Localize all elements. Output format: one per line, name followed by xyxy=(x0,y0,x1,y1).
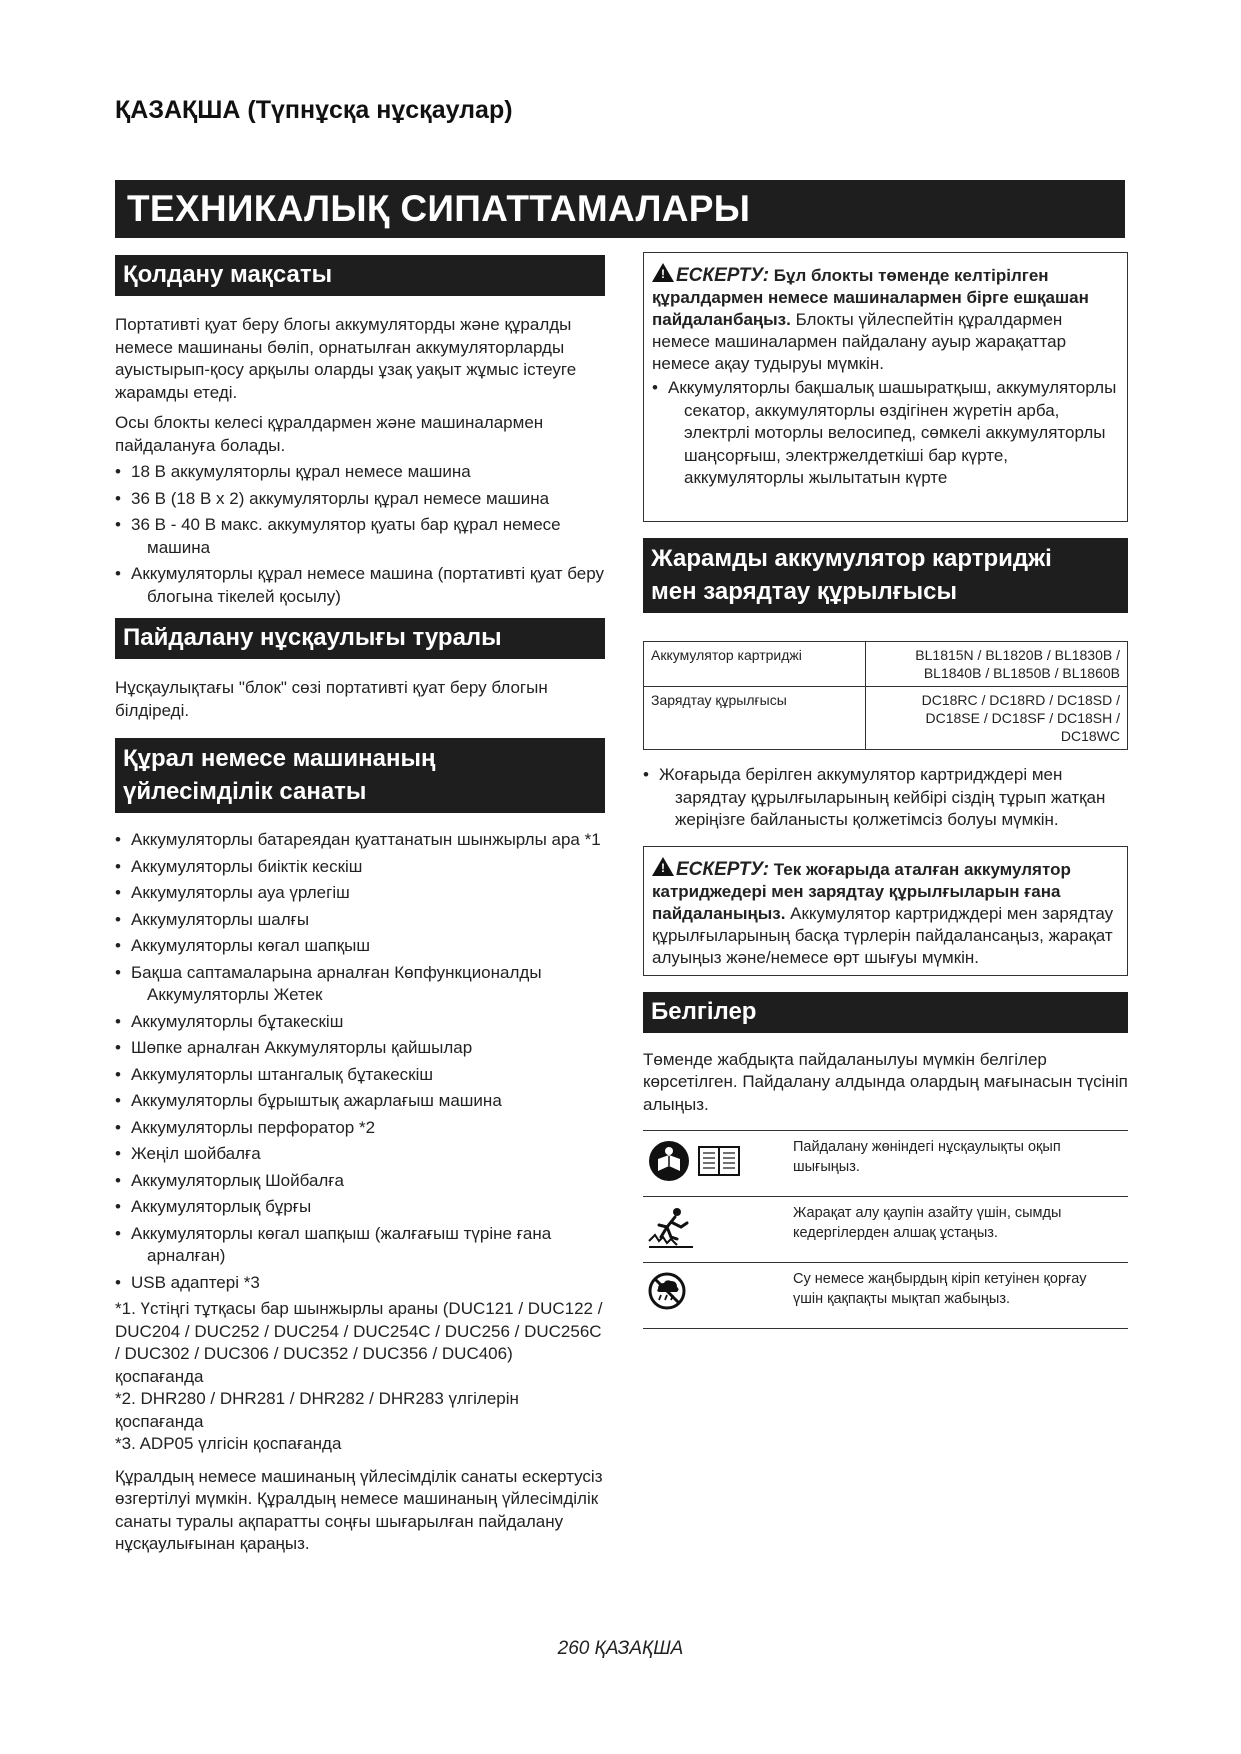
list-item: • Аккумуляторлы құрал немесе машина (портативті қуат беру блогына тікелей қосылу) xyxy=(115,563,605,608)
warning-body-text: Аккумулятор картридждері мен зарядтау құрылғыларының басқа түрлерін пайдалансаңыз, жарақат алуыңыз және/немесе өрт шығуы мүмкін. xyxy=(652,903,1114,967)
list-item: • Аккумуляторлы бақшалық шашыратқыш, аккумуляторлы секатор, аккумуляторлы өздігінен жүретін арба, электрлі моторлы велосипед, сөмкелі аккумуляторлы шаңсорғыш, электржелдеткіші бар күрте, аккумуляторлы жылытатын күрте xyxy=(652,377,1117,490)
heading-line: Құрал немесе машинаның xyxy=(123,745,436,772)
table-cell-key: Аккумулятор картриджі xyxy=(644,642,866,687)
warning-triangle-icon: ! xyxy=(652,857,674,876)
symbols-intro: Төменде жабдықта пайдаланылуы мүмкін белгілер көрсетілген. Пайдалану алдында олардың мағынасын түсініп алыңыз. xyxy=(643,1049,1128,1114)
table-row xyxy=(644,687,1128,750)
manual-paragraph: Нұсқаулықтағы "блок" сөзі портативті қуат беру блогын білдіреді. xyxy=(115,678,548,720)
list-item: • Аккумуляторлы биіктік кескіш xyxy=(115,856,605,879)
warning-triangle-icon: ! xyxy=(652,263,674,282)
list-item: • Шөпке арналған Аккумуляторлы қайшылар xyxy=(115,1037,605,1060)
right-column xyxy=(643,252,1128,1329)
warning-label: ЕСКЕРТУ: xyxy=(676,265,770,286)
warning-body-text: Блокты үйлеспейтін құралдармен немесе машиналармен пайдалану ауыр жарақаттар немесе ақау тудыруы мүмкін. xyxy=(652,310,1067,373)
symbol-row xyxy=(643,1131,1128,1197)
purpose-paragraph-2: Осы блокты келесі құралдармен және машиналармен пайдалануға болады. xyxy=(115,413,544,455)
warning-label: ЕСКЕРТУ: xyxy=(676,858,770,880)
list-item: • Аккумуляторлы ауа үрлегіш xyxy=(115,882,605,905)
read-manual-icon xyxy=(643,1131,793,1191)
warning-text xyxy=(652,263,1117,375)
list-item: • 18 В аккумуляторлы құрал немесе машина xyxy=(115,461,605,484)
page-footer: 260 ҚАЗАҚША xyxy=(557,1638,684,1659)
list-item: • 36 В - 40 В макс. аккумулятор қуаты бар құрал немесе машина xyxy=(115,514,605,559)
warning-bold-text: Тек жоғарыда аталған аккумулятор катриджедері мен зарядтау құрылғыларын ғана пайдаланыңыз. xyxy=(652,859,1071,923)
symbol-text: Жарақат алу қаупін азайту үшін, сымды кедергілерден алшақ ұстаңыз. xyxy=(793,1205,1062,1241)
table-row xyxy=(644,642,1128,687)
battery-note-list xyxy=(643,764,1128,832)
heading-line: үйлесімділік санаты xyxy=(123,778,367,805)
list-item: • Аккумуляторлы батареядан қуаттанатын шынжырлы ара *1 xyxy=(115,829,605,852)
list-item: • Бақша саптамаларына арналған Көпфункционалды Аккумуляторлы Жетек xyxy=(115,962,605,1007)
purpose-paragraph-1: Портативті қуат беру блогы аккумуляторды және құралды немесе машинаны бөліп, орнатылған аккумуляторларды ауыстырып-қосу арқылы оларды ұзақ уақыт жұмыс істеуге жарамды етеді. xyxy=(115,315,577,402)
trip-hazard-icon xyxy=(643,1197,793,1257)
section-heading-manual: Пайдалану нұсқаулығы туралы xyxy=(115,618,605,659)
symbol-row xyxy=(643,1263,1128,1329)
warning-bold-text: Бұл блокты төменде келтірілген құралдармен немесе машиналармен бірге ешқашан пайдаланбаңыз. xyxy=(652,266,1089,329)
section-heading-compatibility xyxy=(115,738,605,813)
battery-table xyxy=(643,641,1128,750)
section-heading-symbols: Белгілер xyxy=(643,992,1128,1033)
symbol-row xyxy=(643,1197,1128,1263)
table-cell-value: BL1815N / BL1820B / BL1830B / BL1840B / BL1850B / BL1860B xyxy=(866,642,1128,687)
list-item: • 36 В (18 В x 2) аккумуляторлы құрал немесе машина xyxy=(115,488,605,511)
list-item: • Жеңіл шойбалға xyxy=(115,1143,605,1166)
heading-line: мен зарядтау құрылғысы xyxy=(651,578,958,605)
list-item: • Аккумуляторлы көгал шапқыш xyxy=(115,935,605,958)
footnote-2: *2. DHR280 / DHR281 / DHR282 / DHR283 үлгілерін қоспағанда xyxy=(115,1389,519,1431)
table-cell-value: DC18RC / DC18RD / DC18SD / DC18SE / DC18SF / DC18SH / DC18WC xyxy=(866,687,1128,750)
warning-box-1 xyxy=(643,252,1128,522)
list-item: • Аккумуляторлы көгал шапқыш (жалғағыш түріне ғана арналған) xyxy=(115,1223,605,1268)
compatibility-paragraph: Құралдың немесе машинаның үйлесімділік санаты ескертусіз өзгертілуі мүмкін. Құралдың немесе машинаның үйлесімділік санаты туралы ақпаратты соңғы шығарылған пайдалану нұсқаулығынан қараңыз. xyxy=(115,1466,603,1553)
section-heading-battery xyxy=(643,538,1128,613)
list-item: • Аккумуляторлы бұтакескіш xyxy=(115,1011,605,1034)
footnote-1: *1. Үстіңгі тұтқасы бар шынжырлы араны (DUC121 / DUC122 / DUC204 / DUC252 / DUC254 / DUC254C / DUC256 / DUC256C / DUC302 / DUC306 / DUC352 / DUC356 / DUC406) қоспағанда xyxy=(115,1299,603,1386)
list-item: • Аккумуляторлы бұрыштық ажарлағыш машина xyxy=(115,1090,605,1113)
list-item: • Жоғарыда берілген аккумулятор картридждері мен зарядтау құрылғыларының кейбірі сіздің тұрып жатқан жеріңізге байланысты қолжетімсіз болуы мүмкін. xyxy=(643,764,1128,832)
heading-line: Жарамды аккумулятор картриджі xyxy=(651,545,1052,572)
compatibility-list xyxy=(115,829,605,1294)
footnote-3: *3. ADP05 үлгісін қоспағанда xyxy=(115,1434,342,1453)
symbol-text: Пайдалану жөніндегі нұсқаулықты оқып шығыңыз. xyxy=(793,1139,1061,1175)
page-title: ТЕХНИКАЛЫҚ СИПАТТАМАЛАРЫ xyxy=(115,180,1125,238)
list-item: • Аккумуляторлық Шойбалға xyxy=(115,1170,605,1193)
symbol-text: Су немесе жаңбырдың кіріп кетуінен қорғау үшін қақпақты мықтап жабыңыз. xyxy=(793,1271,1087,1307)
warning-box-2 xyxy=(643,846,1128,976)
table-cell-key: Зарядтау құрылғысы xyxy=(644,687,866,750)
language-title: ҚАЗАҚША (Түпнұсқа нұсқаулар) xyxy=(115,96,513,124)
section-heading-purpose: Қолдану мақсаты xyxy=(115,255,605,296)
list-item: • Аккумуляторлы шалғы xyxy=(115,909,605,932)
purpose-list xyxy=(115,461,605,608)
warning-text xyxy=(652,857,1117,969)
warning-list xyxy=(652,377,1117,490)
symbols-table xyxy=(643,1130,1128,1329)
left-column xyxy=(115,255,605,1556)
list-item: • Аккумуляторлы штангалық бұтакескіш xyxy=(115,1064,605,1087)
list-item: • Аккумуляторлы перфоратор *2 xyxy=(115,1117,605,1140)
list-item: • Аккумуляторлық бұрғы xyxy=(115,1196,605,1219)
list-item: • USB адаптері *3 xyxy=(115,1272,605,1295)
footnotes xyxy=(115,1298,605,1456)
no-rain-icon xyxy=(643,1263,793,1319)
